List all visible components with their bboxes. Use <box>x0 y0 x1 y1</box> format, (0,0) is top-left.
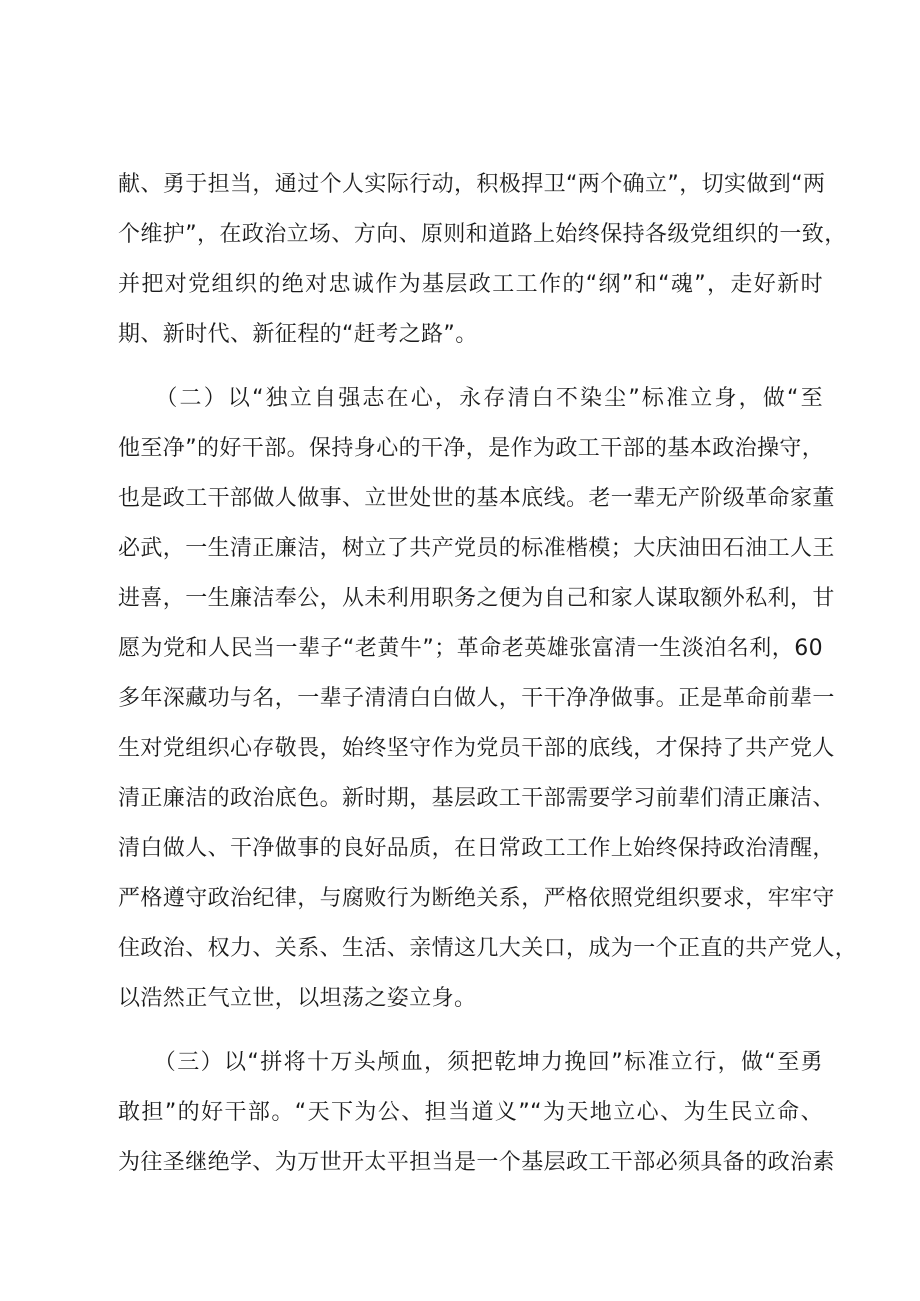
text-line: 必武，一生清正廉洁，树立了共产党员的标准楷模；大庆油田石油工人王 <box>118 536 835 561</box>
text-line: 他至净”的好干部。保持身心的干净，是作为政工干部的基本政治操守， <box>118 436 825 461</box>
text-line: 清白做人、干净做事的良好品质，在日常政工工作上始终保持政治清醒， <box>118 836 835 861</box>
text-line: 住政治、权力、关系、生活、亲情这几大关口，成为一个正直的共产党人， <box>118 936 858 961</box>
text-line: 个维护”，在政治立场、方向、原则和道路上始终保持各级党组织的一致， <box>118 222 847 247</box>
text-line: 愿为党和人民当一辈子“老黄牛”；革命老英雄张富清一生淡泊名利，60 <box>118 636 823 661</box>
text-line: （三）以“拼将十万头颅血，须把乾坤力挽回”标准立行，做“至勇 <box>118 1050 823 1075</box>
text-line: 为往圣继绝学、为万世开太平担当是一个基层政工干部必须具备的政治素 <box>118 1150 835 1175</box>
text-line: （二）以“独立自强志在心，永存清白不染尘”标准立身，做“至 <box>118 386 823 411</box>
text-line: 进喜，一生廉洁奉公，从未利用职务之便为自己和家人谋取额外私利，甘 <box>118 586 835 611</box>
body-text <box>118 160 858 1188</box>
text-line: 献、勇于担当，通过个人实际行动，积极捍卫“两个确立”，切实做到“两 <box>118 172 826 197</box>
text-line: 严格遵守政治纪律，与腐败行为断绝关系，严格依照党组织要求，牢牢守 <box>118 886 835 911</box>
paragraph-2 <box>118 374 858 1024</box>
text-line: 多年深藏功与名，一辈子清清白白做人，干干净净做事。正是革命前辈一 <box>118 686 835 711</box>
paragraph-3 <box>118 1038 835 1188</box>
text-line: 生对党组织心存敬畏，始终坚守作为党员干部的底线，才保持了共产党人 <box>118 736 835 761</box>
text-line: 以浩然正气立世，以坦荡之姿立身。 <box>118 986 477 1011</box>
text-line: 期、新时代、新征程的“赶考之路”。 <box>118 322 478 347</box>
text-line: 并把对党组织的绝对忠诚作为基层政工工作的“纲”和“魂”，走好新时 <box>118 272 823 297</box>
paragraph-1 <box>118 160 847 360</box>
text-line: 敢担”的好干部。“天下为公、担当道义”“为天地立心、为生民立命、 <box>118 1100 823 1125</box>
text-line: 清正廉洁的政治底色。新时期，基层政工干部需要学习前辈们清正廉洁、 <box>118 786 835 811</box>
text-line: 也是政工干部做人做事、立世处世的基本底线。老一辈无产阶级革命家董 <box>118 486 835 511</box>
